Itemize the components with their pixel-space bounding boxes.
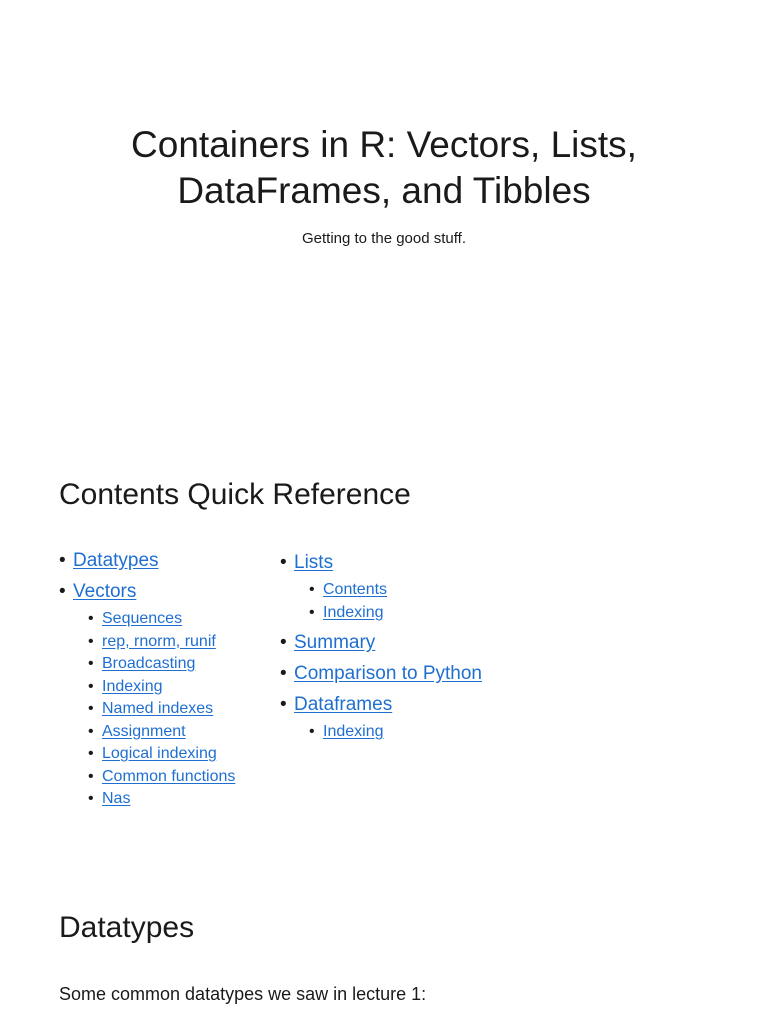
contents-left-column bbox=[59, 546, 235, 811]
bullet-icon: • bbox=[88, 790, 94, 807]
toc-subitem bbox=[59, 631, 235, 654]
toc-item-datatypes bbox=[59, 546, 235, 575]
bullet-icon: • bbox=[88, 655, 94, 672]
toc-subitem bbox=[59, 676, 235, 699]
bullet-icon: • bbox=[280, 694, 287, 715]
toc-subitem bbox=[280, 579, 482, 602]
title-line-2: DataFrames, and Tibbles bbox=[177, 170, 591, 211]
toc-item-vectors bbox=[59, 577, 235, 606]
toc-link-dataframes[interactable]: Dataframes bbox=[294, 694, 393, 715]
bullet-icon: • bbox=[88, 677, 94, 695]
bullet-icon: • bbox=[88, 767, 94, 785]
bullet-icon: • bbox=[59, 550, 66, 571]
bullet-icon: • bbox=[309, 603, 315, 621]
toc-link-lists[interactable]: Lists bbox=[294, 552, 334, 573]
bullet-icon: • bbox=[88, 610, 94, 627]
toc-link-broadcasting[interactable]: Broadcasting bbox=[102, 655, 196, 672]
toc-subitem bbox=[59, 721, 235, 744]
bullet-icon: • bbox=[88, 722, 94, 740]
datatypes-body-text: Some common datatypes we saw in lecture 1: bbox=[59, 984, 427, 1004]
contents-heading: Contents Quick Reference bbox=[59, 478, 411, 511]
toc-subitem bbox=[59, 743, 235, 766]
toc-link-common-functions[interactable]: Common functions bbox=[102, 767, 236, 785]
bullet-icon: • bbox=[309, 581, 315, 598]
toc-item-dataframes bbox=[280, 690, 482, 719]
presentation-title bbox=[0, 122, 768, 214]
toc-link-summary[interactable]: Summary bbox=[294, 632, 376, 653]
toc-link-dataframes-indexing[interactable]: Indexing bbox=[323, 723, 384, 740]
bullet-icon: • bbox=[88, 700, 94, 717]
toc-item-comparison bbox=[280, 659, 482, 688]
presentation-subtitle: Getting to the good stuff. bbox=[301, 230, 466, 247]
toc-subitem bbox=[59, 766, 235, 789]
toc-subitem bbox=[59, 608, 235, 631]
title-line-1: Containers in R: Vectors, Lists, bbox=[131, 124, 637, 165]
toc-link-datatypes[interactable]: Datatypes bbox=[73, 550, 159, 571]
toc-subitem bbox=[280, 602, 482, 625]
bullet-icon: • bbox=[280, 632, 287, 653]
toc-link-named-indexes[interactable]: Named indexes bbox=[102, 700, 214, 717]
bullet-icon: • bbox=[280, 552, 287, 573]
toc-link-indexing[interactable]: Indexing bbox=[102, 677, 163, 695]
datatypes-slide bbox=[0, 870, 768, 1024]
toc-item-lists bbox=[280, 548, 482, 577]
toc-subitem bbox=[59, 698, 235, 721]
contents-slide bbox=[0, 440, 768, 870]
toc-link-comparison-to-python[interactable]: Comparison to Python bbox=[294, 663, 482, 684]
toc-subitem bbox=[280, 721, 482, 744]
toc-link-sequences[interactable]: Sequences bbox=[102, 610, 183, 627]
toc-item-summary bbox=[280, 628, 482, 657]
datatypes-heading: Datatypes bbox=[59, 911, 195, 944]
toc-subitem bbox=[59, 788, 235, 811]
toc-link-assignment[interactable]: Assignment bbox=[102, 722, 186, 740]
title-slide bbox=[0, 0, 768, 440]
toc-link-lists-indexing[interactable]: Indexing bbox=[323, 603, 384, 621]
bullet-icon: • bbox=[280, 663, 287, 684]
toc-link-logical-indexing[interactable]: Logical indexing bbox=[102, 745, 217, 762]
bullet-icon: • bbox=[88, 632, 94, 650]
bullet-icon: • bbox=[59, 581, 66, 602]
contents-right-column bbox=[280, 548, 482, 744]
bullet-icon: • bbox=[88, 745, 94, 762]
toc-link-vectors[interactable]: Vectors bbox=[73, 581, 137, 602]
toc-link-contents[interactable]: Contents bbox=[323, 581, 388, 598]
toc-link-rep-rnorm-runif[interactable]: rep, rnorm, runif bbox=[102, 632, 216, 650]
toc-subitem bbox=[59, 653, 235, 676]
toc-link-nas[interactable]: Nas bbox=[102, 790, 131, 807]
bullet-icon: • bbox=[309, 723, 315, 740]
